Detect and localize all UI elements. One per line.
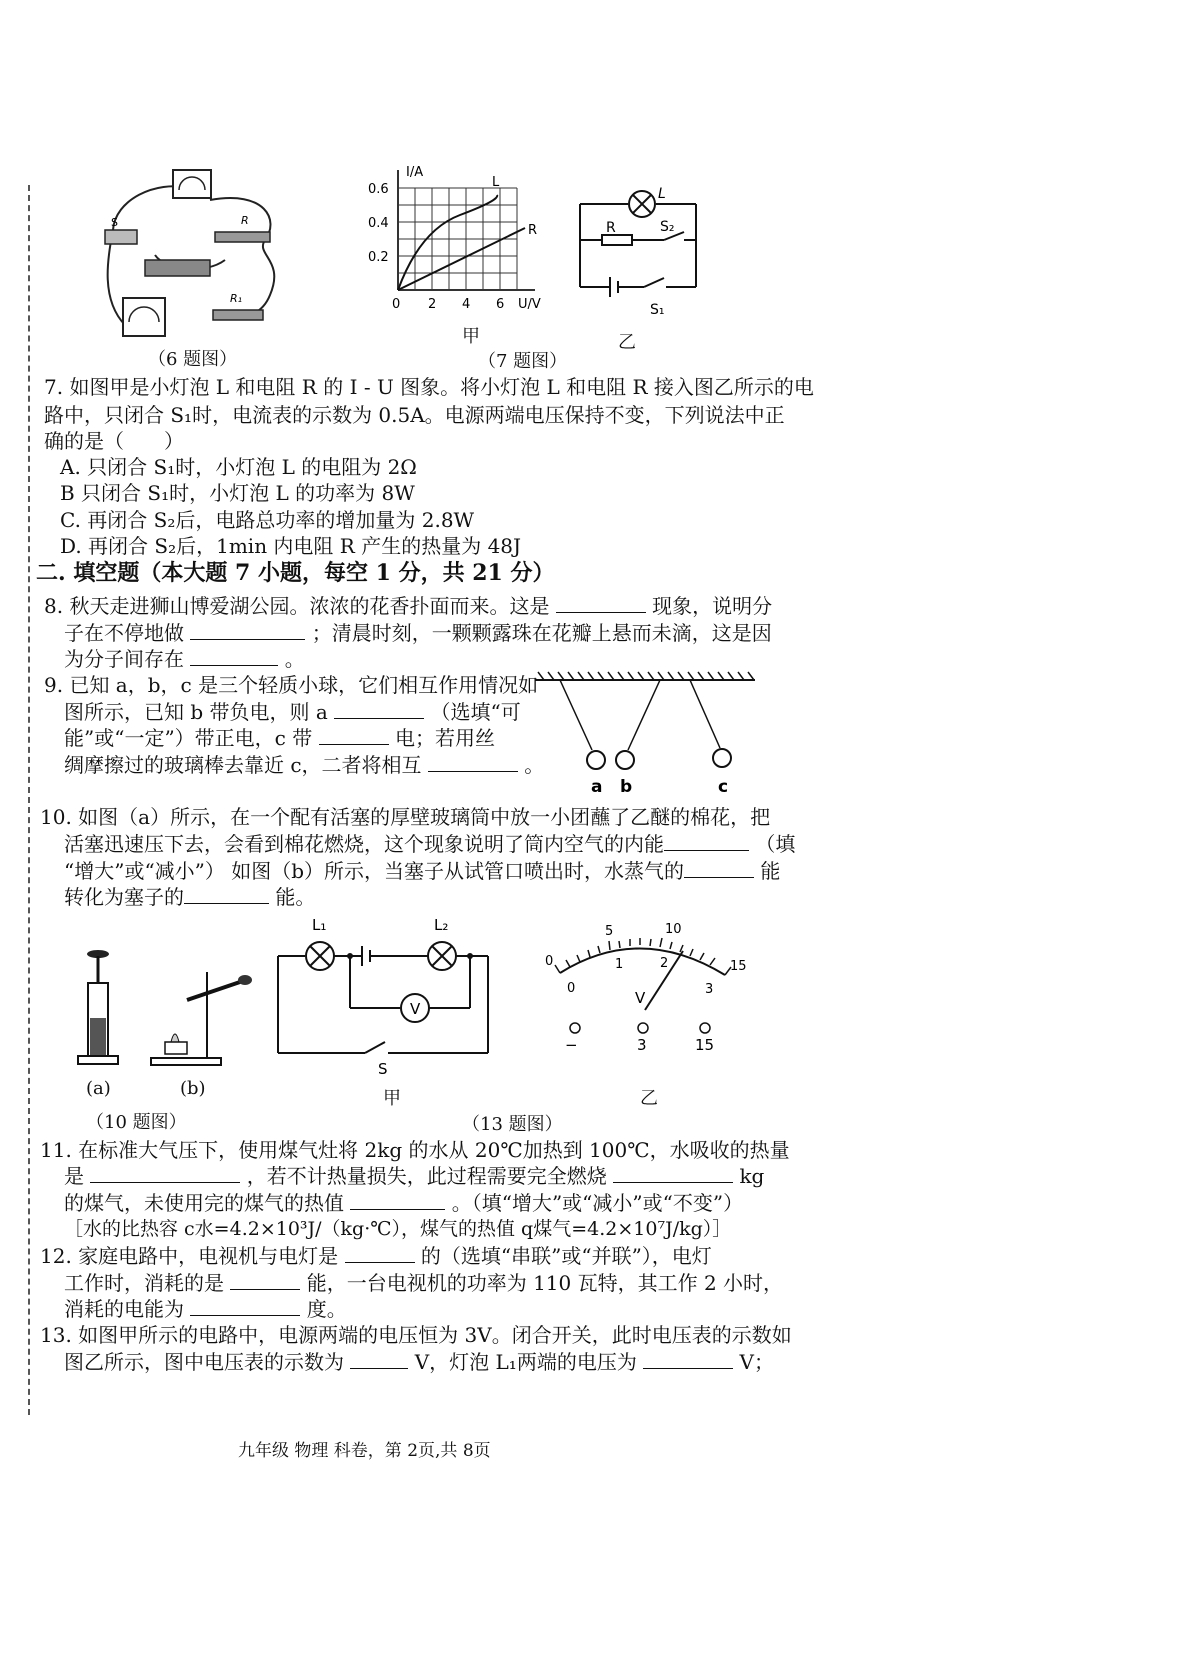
figure-7-iu-graph xyxy=(360,160,550,320)
y-axis-label: I/A xyxy=(406,165,424,180)
fig13-meter-name: 乙 xyxy=(640,1088,658,1109)
x-tick-2: 2 xyxy=(428,297,437,312)
meter-symbol: V xyxy=(635,989,646,1007)
q10-line-1: 10. 如图（a）所示，在一个配有活塞的厚壁玻璃筒中放一小团蘸了乙醚的棉花，把 xyxy=(40,805,771,829)
q12-text-3a: 消耗的电能为 xyxy=(64,1297,184,1321)
q9-line-2 xyxy=(64,699,521,725)
curve-R-label: R xyxy=(528,223,538,238)
curve-L xyxy=(398,195,497,290)
q7-option-b: B 只闭合 S₁时，小灯泡 L 的功率为 8W xyxy=(60,481,415,505)
q8-text-1b: 现象，说明分 xyxy=(652,594,773,618)
q12-text-1b: 的（选填“串联”或“并联”），电灯 xyxy=(420,1244,712,1268)
fig6-r1-label: R₁ xyxy=(230,292,243,305)
terminal-negative: − xyxy=(565,1036,578,1054)
fig13-l1-label: L₁ xyxy=(312,916,327,934)
q7-option-c: C. 再闭合 S₂后，电路总功率的增加量为 2.8W xyxy=(60,508,475,532)
outer-scale-10: 10 xyxy=(665,922,682,937)
q11-text-3b: 。（填“增大”或“减小”或“不变”） xyxy=(451,1191,744,1215)
ball-b-label: b xyxy=(620,777,633,797)
q10-text-4a: 转化为塞子的 xyxy=(64,885,184,909)
q9-line-3 xyxy=(64,725,495,751)
page-footer: 九年级 物理 科卷，第 2页,共 8页 xyxy=(238,1441,491,1461)
q11-text-2c: kg xyxy=(739,1164,765,1188)
figure-13-circuit xyxy=(270,908,500,1078)
q9-blank-1 xyxy=(334,700,424,719)
q9-line-4 xyxy=(64,752,544,778)
q9-line-1: 9. 已知 a，b，c 是三个轻质小球，它们相互作用情况如 xyxy=(44,673,539,697)
fig13-caption: （13 题图） xyxy=(462,1114,563,1135)
x-tick-6: 6 xyxy=(496,297,505,312)
q7-option-d: D. 再闭合 S₂后，1min 内电阻 R 产生的热量为 48J xyxy=(60,534,522,558)
ball-a-label: a xyxy=(591,777,603,797)
q11-blank-1 xyxy=(90,1164,240,1183)
ball-c xyxy=(713,749,731,767)
q8-line-2 xyxy=(64,620,772,646)
terminal-15: 15 xyxy=(695,1036,715,1054)
q10-blank-2 xyxy=(684,859,754,878)
outer-scale-0: 0 xyxy=(545,954,554,969)
fig7-caption: （7 题图） xyxy=(478,351,568,372)
fig10-label-b: (b) xyxy=(180,1078,206,1099)
q10-line-4 xyxy=(64,884,315,910)
q9-text-3b: 电；若用丝 xyxy=(394,726,495,750)
circuit-lamp-label: L xyxy=(658,186,666,202)
inner-scale-3: 3 xyxy=(705,982,714,997)
y-tick-0-6: 0.6 xyxy=(368,182,389,197)
circuit-switch2-label: S₂ xyxy=(660,219,675,235)
q11-blank-2 xyxy=(613,1164,733,1183)
q13-text-2a: 图乙所示，图中电压表的示数为 xyxy=(64,1350,344,1374)
q7-line-2: 路中，只闭合 S₁时，电流表的示数为 0.5A。电源两端电压保持不变，下列说法中正 xyxy=(44,403,785,427)
q13-blank-2 xyxy=(643,1350,733,1369)
q8-blank-3 xyxy=(190,647,278,666)
y-tick-0-2: 0.2 xyxy=(368,250,389,265)
q9-text-2a: 图所示，已知 b 带负电，则 a xyxy=(64,700,328,724)
x-tick-0: 0 xyxy=(392,297,401,312)
q12-blank-2 xyxy=(230,1271,300,1290)
q9-blank-2 xyxy=(319,726,389,745)
q9-text-2b: （选填“可 xyxy=(430,700,521,724)
fig6-r-label: R xyxy=(241,214,249,227)
figure-7-circuit xyxy=(572,182,712,322)
q10-text-3a: “增大”或“减小”） 如图（b）所示，当塞子从试管口喷出时，水蒸气的 xyxy=(64,859,685,883)
q10-blank-1 xyxy=(664,832,749,851)
q13-line-2 xyxy=(64,1349,774,1375)
q13-text-2b: V，灯泡 L₁两端的电压为 xyxy=(414,1350,637,1374)
q8-text-3a: 为分子间存在 xyxy=(64,647,184,671)
q12-line-1 xyxy=(40,1243,712,1269)
fig10-label-a: (a) xyxy=(86,1078,111,1099)
fig7-circuit-name: 乙 xyxy=(618,332,636,353)
figure-10a-fire-piston xyxy=(68,948,128,1073)
q7-option-a: A. 只闭合 S₁时，小灯泡 L 的电阻为 2Ω xyxy=(60,455,417,479)
q7-line-3: 确的是（ ） xyxy=(44,429,184,453)
circuit-switch1-label: S₁ xyxy=(650,302,665,318)
q11-line-3 xyxy=(64,1190,743,1216)
q8-text-2a: 子在不停地做 xyxy=(64,621,184,645)
fig13-s-label: S xyxy=(378,1060,388,1078)
q11-blank-3 xyxy=(350,1191,445,1210)
q12-text-2b: 能，一台电视机的功率为 110 瓦特，其工作 2 小时， xyxy=(306,1271,784,1295)
q12-text-1a: 12. 家庭电路中，电视机与电灯是 xyxy=(40,1244,339,1268)
x-axis-label: U/V xyxy=(518,297,541,312)
fig6-s-label: S xyxy=(111,216,118,229)
q7-line-1: 7. 如图甲是小灯泡 L 和电阻 R 的 I - U 图象。将小灯泡 L 和电阻 R 接入图乙所示的电 xyxy=(44,375,814,399)
y-tick-0-4: 0.4 xyxy=(368,216,389,231)
ball-b xyxy=(616,751,634,769)
fig10-caption: （10 题图） xyxy=(86,1112,187,1133)
q8-blank-1 xyxy=(556,594,646,613)
section-2-title: 二. 填空题（本大题 7 小题，每空 1 分，共 21 分） xyxy=(36,560,555,586)
curve-R xyxy=(398,228,525,290)
q11-line-4: ［水的比热容 c水=4.2×10³J/（kg·℃），煤气的热值 q煤气=4.2×10⁷J/kg）］ xyxy=(64,1218,732,1240)
q9-text-4b: 。 xyxy=(524,753,545,777)
q10-text-4b: 能。 xyxy=(275,885,316,909)
figure-9-hanging-balls xyxy=(530,668,760,798)
q9-blank-3 xyxy=(428,753,518,772)
curve-L-label: L xyxy=(492,175,500,190)
q8-text-2b: ；清晨时刻，一颗颗露珠在花瓣上悬而未滴，这是因 xyxy=(311,621,772,645)
q12-text-3b: 度。 xyxy=(306,1297,347,1321)
fig13-v-label: V xyxy=(410,1000,421,1018)
q11-line-2 xyxy=(64,1163,764,1189)
q12-line-2 xyxy=(64,1270,783,1296)
circuit-resistor-label: R xyxy=(606,220,616,236)
fig7-graph-name: 甲 xyxy=(462,326,480,347)
q10-line-3 xyxy=(64,858,780,884)
q12-text-2a: 工作时，消耗的是 xyxy=(64,1271,224,1295)
q8-line-3 xyxy=(64,646,305,672)
q9-text-4a: 绸摩擦过的玻璃棒去靠近 c，二者将相互 xyxy=(64,753,422,777)
figure-6-circuit-drawing xyxy=(95,160,295,350)
q12-blank-1 xyxy=(345,1244,415,1263)
inner-scale-1: 1 xyxy=(615,957,624,972)
fig6-caption: （6 题图） xyxy=(148,349,238,370)
q10-text-2a: 活塞迅速压下去，会看到棉花燃烧，这个现象说明了筒内空气的内能 xyxy=(64,832,664,856)
q11-text-3a: 的煤气，未使用完的煤气的热值 xyxy=(64,1191,344,1215)
ball-c-label: c xyxy=(718,777,729,797)
q13-text-2c: V； xyxy=(739,1350,774,1374)
q11-text-2b: ，若不计热量损失，此过程需要完全燃烧 xyxy=(246,1164,607,1188)
q9-text-3a: 能”或“一定”）带正电，c 带 xyxy=(64,726,313,750)
q12-blank-3 xyxy=(190,1297,300,1316)
q8-line-1 xyxy=(44,593,772,619)
q8-blank-2 xyxy=(190,621,305,640)
q8-text-1a: 8. 秋天走进狮山博爱湖公园。浓浓的花香扑面而来。这是 xyxy=(44,594,550,618)
outer-scale-15: 15 xyxy=(730,959,747,974)
inner-scale-0: 0 xyxy=(567,981,576,996)
ball-a xyxy=(587,751,605,769)
fig13-circuit-name: 甲 xyxy=(383,1088,401,1109)
inner-scale-2: 2 xyxy=(660,956,669,971)
figure-13-voltmeter-dial xyxy=(535,915,755,1065)
q13-line-1: 13. 如图甲所示的电路中，电源两端的电压恒为 3V。闭合开关，此时电压表的示数如 xyxy=(40,1323,792,1347)
figure-10b-test-tube xyxy=(145,960,265,1075)
binding-margin-dashed-line xyxy=(28,185,30,1415)
q11-text-2a: 是 xyxy=(64,1164,84,1188)
q12-line-3 xyxy=(64,1296,347,1322)
outer-scale-5: 5 xyxy=(605,924,614,939)
q8-text-3b: 。 xyxy=(284,647,305,671)
q13-blank-1 xyxy=(350,1350,408,1369)
q11-line-1: 11. 在标准大气压下，使用煤气灶将 2kg 的水从 20℃加热到 100℃，水吸收的热量 xyxy=(40,1138,790,1162)
q10-line-2 xyxy=(64,831,795,857)
terminal-3: 3 xyxy=(637,1036,647,1054)
x-tick-4: 4 xyxy=(462,297,471,312)
fig13-l2-label: L₂ xyxy=(434,916,449,934)
q10-text-3b: 能 xyxy=(760,859,781,883)
q10-blank-3 xyxy=(184,885,269,904)
q10-text-2b: （填 xyxy=(755,832,796,856)
